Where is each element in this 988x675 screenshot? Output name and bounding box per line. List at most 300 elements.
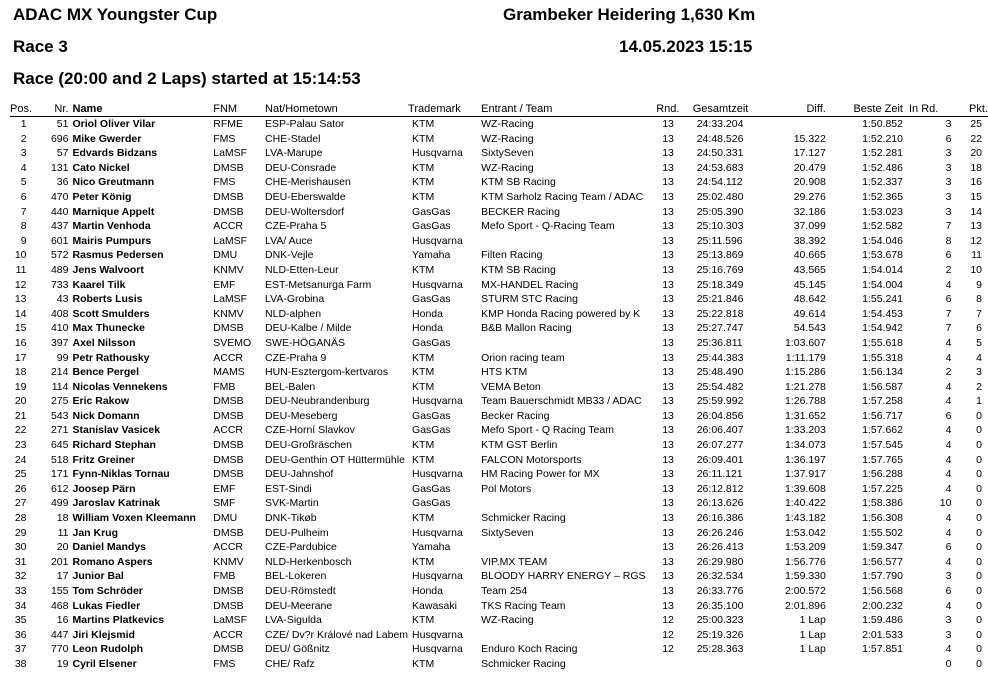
best-time-cell: 1:56.568 [862, 585, 903, 597]
rounds-cell: 13 [662, 249, 674, 262]
nat-cell: CZE-Praha 9 [265, 351, 327, 364]
team-cell: KTM GST Berlin [481, 439, 558, 452]
points-cell: 10 [970, 263, 982, 276]
in-round-cell: 3 [945, 190, 952, 203]
name-cell: Petr Rathousky [72, 351, 150, 364]
team-cell: HM Racing Power for MX [481, 468, 600, 481]
team-cell [477, 540, 652, 555]
rounds-cell: 13 [662, 220, 674, 233]
best-time-cell: 1:52.365 [862, 190, 903, 203]
diff-cell: 37.099 [793, 220, 826, 233]
total-time-cell: 26:12.812 [696, 482, 744, 495]
nr-cell: 470 [50, 190, 69, 203]
fnm-cell: FMS [213, 657, 236, 670]
in-round-cell: 4 [945, 424, 952, 437]
fnm-cell: LaMSF [213, 293, 248, 306]
team-cell: MX-HANDEL Racing [481, 278, 579, 291]
total-time-cell: 26:32.534 [696, 570, 744, 583]
diff-cell: 1:40.422 [784, 497, 826, 510]
rounds-cell: 12 [662, 614, 674, 627]
points-cell: 18 [970, 161, 982, 174]
in-round-cell: 10 [939, 497, 952, 510]
nr-cell: 155 [50, 585, 69, 597]
name-cell: Jiri Klejsmid [72, 628, 135, 641]
table-row [10, 657, 988, 672]
nat-cell: BEL-Balen [265, 380, 316, 393]
total-time-cell: 25:44.383 [696, 351, 744, 364]
pos-cell: 21 [14, 409, 27, 422]
nat-cell: DEU-Genthin OT Hüttermühle [265, 453, 405, 466]
total-time-cell: 26:26.413 [696, 541, 744, 554]
fnm-cell: MAMS [213, 366, 245, 379]
pos-cell: 19 [14, 380, 27, 393]
nat-cell: DNK-Tikøb [265, 512, 317, 525]
table-row [10, 569, 988, 584]
nr-cell: 131 [50, 161, 69, 174]
in-round-cell: 8 [945, 234, 952, 247]
pos-cell: 32 [14, 570, 27, 583]
pos-cell: 35 [14, 614, 27, 627]
col-entrant-team: Entrant / Team [477, 102, 652, 117]
rounds-cell [652, 657, 691, 672]
fnm-cell: ACCR [213, 220, 243, 233]
name-cell: Nick Domann [72, 409, 140, 422]
table-row [10, 394, 988, 409]
best-time-cell: 1:54.453 [862, 307, 903, 320]
points-cell: 0 [976, 599, 982, 612]
nr-cell: 19 [56, 657, 69, 670]
in-round-cell: 4 [945, 555, 952, 568]
fnm-cell: DMSB [213, 599, 244, 612]
nr-cell: 397 [50, 336, 69, 349]
trademark-cell: Kawasaki [412, 599, 457, 612]
trademark-cell: GasGas [412, 497, 451, 510]
race-subtitle: Race (20:00 and 2 Laps) started at 15:14:53 [13, 69, 361, 88]
col-pos: Pos. [10, 102, 36, 117]
trademark-cell: Husqvarna [412, 526, 463, 539]
points-cell: 0 [976, 453, 982, 466]
trademark-cell: Honda [412, 585, 443, 597]
in-round-cell: 4 [945, 395, 952, 408]
team-cell: SixtySeven [481, 147, 534, 160]
fnm-cell: LaMSF [213, 147, 248, 160]
rounds-cell: 13 [662, 453, 674, 466]
diff-cell: 32.186 [793, 205, 826, 218]
col-total-time: Gesamtzeit [691, 102, 760, 117]
total-time-cell: 26:13.626 [696, 497, 744, 510]
nat-cell: DEU-Römstedt [265, 585, 336, 597]
table-row [10, 190, 988, 205]
points-cell: 8 [976, 293, 982, 306]
rounds-cell: 13 [662, 585, 674, 597]
name-cell: Stanislav Vasicek [72, 424, 161, 437]
total-time-cell: 24:48.526 [696, 132, 744, 145]
trademark-cell: KTM [412, 453, 435, 466]
pos-cell: 37 [14, 643, 27, 656]
name-cell: Kaarel Tilk [72, 278, 126, 291]
col-in-round: In Rd. [909, 102, 957, 117]
points-cell: 0 [976, 439, 982, 452]
team-cell [477, 234, 652, 249]
name-cell: Edvards Bidzans [72, 147, 158, 160]
best-time-cell: 1:57.790 [862, 570, 903, 583]
points-cell: 15 [970, 190, 982, 203]
total-time-cell: 25:36.811 [696, 336, 743, 349]
table-row [10, 496, 988, 511]
total-time-cell [691, 657, 760, 672]
nr-cell: 489 [50, 263, 69, 276]
total-time-cell: 25:48.490 [696, 366, 744, 379]
rounds-cell: 13 [662, 293, 674, 306]
in-round-cell: 7 [945, 307, 952, 320]
table-row [10, 205, 988, 220]
pos-cell: 2 [20, 132, 27, 145]
table-row [10, 599, 988, 614]
points-cell: 0 [976, 526, 982, 539]
diff-cell: 48.642 [793, 293, 826, 306]
table-row [10, 423, 988, 438]
rounds-cell: 13 [662, 147, 674, 160]
team-cell: WZ-Racing [481, 118, 534, 130]
diff-cell: 1:39.608 [784, 482, 826, 495]
table-row [10, 584, 988, 599]
points-cell: 0 [976, 512, 982, 525]
pos-cell: 29 [14, 526, 27, 539]
table-row [10, 307, 988, 322]
diff-cell: 49.614 [793, 307, 826, 320]
best-time-cell: 1:57.851 [862, 643, 903, 656]
nat-cell: DEU-Großräschen [265, 439, 352, 452]
table-row [10, 278, 988, 293]
fnm-cell: DMSB [213, 161, 244, 174]
rounds-cell: 13 [662, 351, 674, 364]
best-time-cell: 2:01.533 [862, 628, 903, 641]
points-cell: 4 [976, 351, 982, 364]
diff-cell: 20.908 [793, 176, 826, 189]
nat-cell: LVA-Grobina [265, 293, 325, 306]
team-cell: Pol Motors [481, 482, 532, 495]
diff-cell: 1 Lap [799, 614, 826, 627]
pos-cell: 34 [14, 599, 27, 612]
in-round-cell: 3 [945, 118, 952, 130]
nat-cell: LVA-Sigulda [265, 614, 322, 627]
diff-cell: 43.565 [793, 263, 826, 276]
fnm-cell: EMF [213, 482, 236, 495]
nat-cell: DEU-Pulheim [265, 526, 329, 539]
fnm-cell: DMSB [213, 205, 244, 218]
diff-cell: 1:37.917 [784, 468, 826, 481]
best-time-cell: 1:55.241 [862, 293, 903, 306]
fnm-cell: FMS [213, 132, 236, 145]
nat-cell: CHE-Merishausen [265, 176, 351, 189]
best-time-cell: 2:00.232 [862, 599, 903, 612]
fnm-cell: FMS [213, 176, 236, 189]
total-time-cell: 25:27.747 [696, 322, 744, 335]
name-cell: Jens Walvoort [72, 263, 144, 276]
points-cell: 5 [976, 336, 982, 349]
total-time-cell: 25:22.818 [696, 307, 744, 320]
nr-cell: 440 [50, 205, 69, 218]
rounds-cell: 13 [662, 190, 674, 203]
nat-cell: CZE-Praha 5 [265, 220, 327, 233]
total-time-cell: 24:53.683 [696, 161, 744, 174]
nr-cell: 437 [50, 220, 69, 233]
rounds-cell: 13 [662, 526, 674, 539]
name-cell: William Voxen Kleemann [72, 512, 196, 525]
rounds-cell: 13 [662, 118, 674, 130]
pos-cell: 38 [14, 657, 27, 670]
team-cell: WZ-Racing [481, 614, 534, 627]
race-datetime: 14.05.2023 15:15 [619, 37, 753, 56]
total-time-cell: 26:11.121 [696, 468, 743, 481]
team-cell: VEMA Beton [481, 380, 541, 393]
total-time-cell: 25:28.363 [696, 643, 744, 656]
points-cell: 22 [970, 132, 982, 145]
total-time-cell: 24:54.112 [696, 176, 743, 189]
points-cell: 6 [976, 322, 982, 335]
pos-cell: 25 [14, 468, 27, 481]
best-time-cell: 1:54.942 [862, 322, 903, 335]
in-round-cell: 4 [945, 278, 952, 291]
best-time-cell: 1:52.281 [862, 147, 903, 160]
col-trademark: Trademark [408, 102, 477, 117]
name-cell: Bence Pergel [72, 366, 140, 379]
pos-cell: 22 [14, 424, 27, 437]
pos-cell: 12 [14, 278, 27, 291]
pos-cell: 11 [15, 263, 27, 276]
name-cell: Nicolas Vennekens [72, 380, 168, 393]
nat-cell: NLD-Herkenbosch [265, 555, 352, 568]
points-cell: 25 [970, 118, 982, 130]
name-cell: Lukas Fiedler [72, 599, 141, 612]
in-round-cell: 4 [945, 380, 952, 393]
pos-cell: 6 [20, 190, 27, 203]
points-cell: 2 [976, 380, 982, 393]
trademark-cell: KTM [412, 132, 435, 145]
trademark-cell: KTM [412, 512, 435, 525]
diff-cell: 1:56.776 [784, 555, 826, 568]
nr-cell: 43 [56, 293, 69, 306]
nat-cell: DNK-Vejle [265, 249, 314, 262]
table-row [10, 482, 988, 497]
diff-cell: 54.543 [793, 322, 826, 335]
total-time-cell: 25:00.323 [696, 614, 744, 627]
points-cell: 14 [970, 205, 982, 218]
team-cell: KMP Honda Racing powered by K [481, 307, 641, 320]
fnm-cell: DMSB [213, 190, 244, 203]
pos-cell: 18 [14, 366, 27, 379]
team-cell: TKS Racing Team [481, 599, 566, 612]
name-cell: Martins Platkevics [72, 614, 165, 627]
nr-cell: 99 [56, 351, 69, 364]
points-cell: 12 [970, 234, 982, 247]
name-cell: Joosep Pärn [72, 482, 136, 495]
best-time-cell: 1:55.618 [862, 336, 903, 349]
nr-cell: 601 [50, 234, 69, 247]
points-cell: 11 [971, 249, 982, 262]
race-title: Race 3 [13, 37, 68, 56]
table-row [10, 132, 988, 147]
name-cell: Jaroslav Katrinak [72, 497, 161, 510]
team-cell: Schmicker Racing [481, 512, 566, 525]
pos-cell: 20 [14, 395, 27, 408]
nr-cell: 20 [56, 541, 69, 554]
pos-cell: 1 [20, 118, 27, 130]
diff-cell: 29.276 [793, 190, 826, 203]
best-time-cell: 1:57.225 [862, 482, 903, 495]
points-cell: 7 [976, 307, 982, 320]
in-round-cell: 4 [945, 351, 952, 364]
pos-cell: 30 [14, 541, 27, 554]
total-time-cell: 25:11.596 [696, 234, 743, 247]
nr-cell: 16 [56, 614, 69, 627]
rounds-cell: 13 [662, 541, 674, 554]
rounds-cell: 13 [662, 395, 674, 408]
nat-cell: NLD-alphen [265, 307, 322, 320]
nat-cell: EST-Metsanurga Farm [265, 278, 372, 291]
pos-cell: 24 [14, 453, 27, 466]
team-cell: WZ-Racing [481, 132, 534, 145]
diff-cell: 1:53.209 [784, 541, 826, 554]
in-round-cell: 6 [945, 409, 952, 422]
trademark-cell: KTM [412, 351, 435, 364]
best-time-cell: 1:57.662 [862, 424, 903, 437]
team-cell: KTM Sarholz Racing Team / ADAC [481, 190, 644, 203]
nat-cell: ESP-Palau Sator [265, 118, 345, 130]
team-cell: SixtySeven [481, 526, 534, 539]
table-row [10, 438, 988, 453]
name-cell: Daniel Mandys [72, 541, 147, 554]
in-round-cell: 3 [945, 161, 952, 174]
pos-cell: 31 [14, 555, 27, 568]
team-cell [477, 336, 652, 351]
points-cell: 0 [976, 555, 982, 568]
total-time-cell: 25:10.303 [696, 220, 744, 233]
diff-cell: 1:31.652 [784, 409, 826, 422]
points-cell: 0 [976, 424, 982, 437]
team-cell: Team Bauerschmidt MB33 / ADAC [481, 395, 642, 408]
rounds-cell: 13 [662, 234, 674, 247]
nr-cell: 114 [51, 380, 69, 393]
in-round-cell: 4 [945, 482, 952, 495]
table-row [10, 628, 988, 643]
nat-cell: LVA/ Auce [265, 234, 313, 247]
team-cell: Orion racing team [481, 351, 565, 364]
rounds-cell: 13 [662, 512, 674, 525]
diff-cell: 45.145 [793, 278, 826, 291]
points-cell: 20 [970, 147, 982, 160]
name-cell: Eric Rakow [72, 395, 130, 408]
name-cell: Peter König [72, 190, 132, 203]
diff-cell: 1:43.182 [784, 512, 826, 525]
table-row [10, 540, 988, 555]
name-cell: Leon Rudolph [72, 643, 144, 656]
diff-cell: 1:26.788 [784, 395, 826, 408]
nr-cell: 171 [50, 468, 69, 481]
team-cell: BLOODY HARRY ENERGY – RGS [481, 570, 646, 583]
team-cell: BECKER Racing [481, 205, 560, 218]
nr-cell: 447 [50, 628, 69, 641]
pos-cell: 15 [14, 322, 27, 335]
col-points: Pkt. [957, 102, 988, 117]
rounds-cell: 13 [662, 161, 674, 174]
trademark-cell: Husqvarna [412, 468, 463, 481]
points-cell: 0 [976, 541, 982, 554]
nat-cell: DEU-Consrade [265, 161, 337, 174]
trademark-cell: Yamaha [412, 541, 451, 554]
best-time-cell: 1:57.545 [862, 439, 903, 452]
nr-cell: 468 [50, 599, 69, 612]
fnm-cell: ACCR [213, 351, 243, 364]
fnm-cell: RFME [213, 118, 243, 130]
col-fnm: FNM [205, 102, 260, 117]
table-row [10, 526, 988, 541]
nr-cell: 696 [50, 132, 69, 145]
in-round-cell: 4 [945, 439, 952, 452]
rounds-cell: 13 [662, 366, 674, 379]
best-time-cell: 1:52.210 [862, 132, 903, 145]
total-time-cell: 26:09.401 [696, 453, 744, 466]
in-round-cell: 7 [945, 220, 952, 233]
fnm-cell: LaMSF [213, 234, 248, 247]
trademark-cell: Husqvarna [412, 570, 463, 583]
pos-cell: 36 [14, 628, 27, 641]
fnm-cell: DMU [213, 512, 238, 525]
trademark-cell: Yamaha [412, 249, 451, 262]
team-cell: STURM STC Racing [481, 293, 578, 306]
in-round-cell: 2 [945, 366, 952, 379]
in-round-cell: 4 [945, 599, 952, 612]
nr-cell: 518 [50, 453, 69, 466]
pos-cell: 9 [20, 234, 27, 247]
nat-cell: CZE-Pardubice [265, 541, 337, 554]
name-cell: Cato Nickel [72, 161, 130, 174]
diff-cell: 1:15.286 [784, 366, 826, 379]
best-time-cell: 1:55.502 [862, 526, 903, 539]
pos-cell: 33 [14, 585, 27, 597]
in-round-cell: 6 [945, 293, 952, 306]
rounds-cell: 13 [662, 336, 674, 349]
diff-cell: 2:00.572 [784, 585, 826, 597]
nr-cell: 57 [56, 147, 69, 160]
table-row [10, 117, 988, 132]
points-cell: 0 [976, 570, 982, 583]
team-cell: Filten Racing [481, 249, 543, 262]
fnm-cell: DMSB [213, 395, 244, 408]
name-cell: Cyril Elsener [72, 657, 137, 670]
in-round-cell: 4 [945, 468, 952, 481]
best-time-cell: 1:52.486 [862, 161, 903, 174]
in-round-cell: 3 [945, 570, 952, 583]
total-time-cell: 24:50.331 [696, 147, 744, 160]
diff-cell: 1:21.278 [784, 380, 826, 393]
nr-cell: 572 [50, 249, 69, 262]
trademark-cell: Husqvarna [412, 147, 463, 160]
trademark-cell: Husqvarna [412, 395, 463, 408]
in-round-cell: 4 [945, 526, 952, 539]
best-time-cell: 1:56.717 [862, 409, 903, 422]
in-round-cell: 3 [945, 614, 952, 627]
total-time-cell: 25:19.326 [696, 628, 744, 641]
total-time-cell: 25:21.846 [696, 293, 744, 306]
rounds-cell: 13 [662, 205, 674, 218]
in-round-cell: 6 [945, 585, 952, 597]
pos-cell: 7 [20, 205, 27, 218]
table-row [10, 175, 988, 190]
diff-cell: 2:01.896 [784, 599, 826, 612]
diff-cell: 1:33.203 [784, 424, 826, 437]
trademark-cell: Husqvarna [412, 278, 463, 291]
